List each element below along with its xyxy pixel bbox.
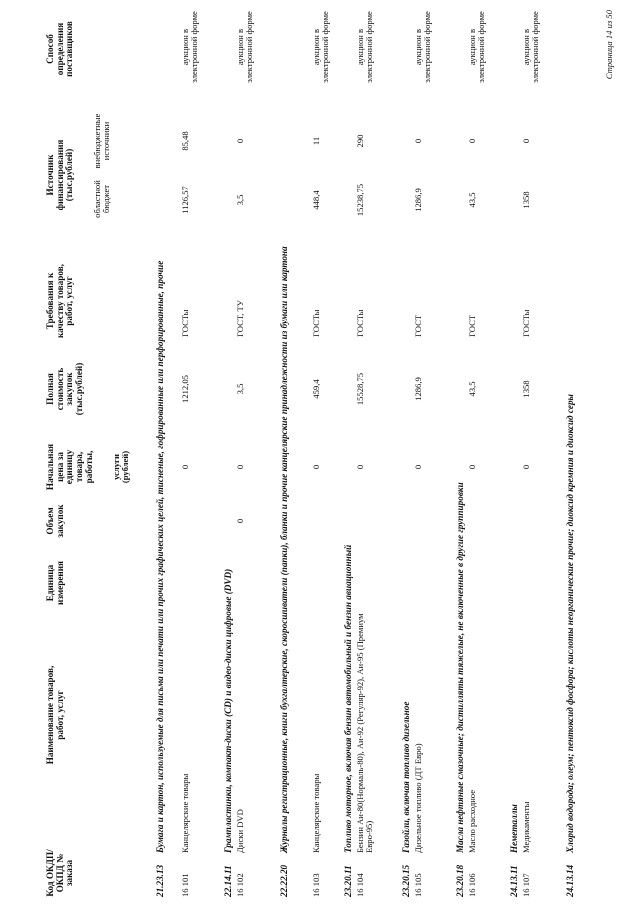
unit-price: 0 <box>521 464 531 470</box>
category-code: 22.22.20 <box>279 864 289 897</box>
total-cost: 15528,75 <box>355 372 365 406</box>
order-number: 16 101 <box>180 873 190 897</box>
unit-price: 0 <box>311 464 321 470</box>
header-code: Код ОКДП/ ОКПД № заказа <box>45 849 75 897</box>
unit-price: 0 <box>180 464 190 470</box>
total-cost: 459,4 <box>311 379 321 399</box>
regional-budget: 3,5 <box>235 194 245 206</box>
category-title: Неметаллы <box>509 804 519 853</box>
order-number: 16 104 <box>355 873 365 897</box>
category-title: Топливо моторное, включая бензин автомобильный и бензин авиационный <box>343 544 353 853</box>
header-method: Способ определения поставщиков <box>45 21 75 77</box>
category-title: Газойли, включая топливо дизельное <box>401 701 411 853</box>
regional-budget: 1286,9 <box>413 188 423 212</box>
quality-requirements: ГОСТ, ТУ <box>235 300 245 337</box>
header-name: Наименование товаров, работ, услуг <box>45 665 65 765</box>
header-volume: Объем закупок <box>45 504 65 538</box>
header-finance-extra: внебюджетные источники <box>92 113 112 169</box>
category-title: Хлорид водорода; олеум; пентоксид фосфора; кислоты неорганические прочие; диоксид кремния и диоксид серы <box>565 394 575 853</box>
category-heading <box>344 37 354 897</box>
quality-requirements: ГОСТ <box>413 314 423 337</box>
procurement-method: аукцион в электронной форме <box>413 11 433 83</box>
category-code: 21.23.13 <box>155 864 165 897</box>
total-cost: 1286,9 <box>413 377 423 401</box>
order-number: 16 103 <box>311 873 321 897</box>
category-code: 22.14.11 <box>223 865 233 897</box>
header-finance-regional: областной бюджет <box>92 180 112 218</box>
category-title: Журналы регистрационные, книги бухгалтерские, скоросшиватели (папки), бланки и прочие канцелярские принадлежности из бумаги или картона <box>279 246 289 853</box>
quality-requirements: ГОСТы <box>311 309 321 337</box>
item-name: Диски DVD <box>235 809 245 853</box>
category-code: 24.13.11 <box>509 865 519 897</box>
unit-price: 0 <box>413 464 423 470</box>
item-name: Медикаменты <box>521 801 531 853</box>
category-code: 23.20.18 <box>455 864 465 897</box>
procurement-method: аукцион в электронной форме <box>311 11 331 83</box>
regional-budget: 43,5 <box>467 192 477 208</box>
header-unit: Единица измерения <box>45 561 65 605</box>
category-code: 23.20.11 <box>343 865 353 897</box>
category-title: Грампластинки, компакт-диски (CD) и видео-диски цифровые (DVD) <box>223 568 233 853</box>
category-heading <box>456 37 466 897</box>
extra-budget: 11 <box>311 136 321 146</box>
regional-budget: 448,4 <box>311 190 321 210</box>
category-code: 24.13.14 <box>565 864 575 897</box>
header-cost: Полная стоимость закупок (тыс.рублей) <box>45 362 84 416</box>
extra-budget: 290 <box>355 134 365 148</box>
total-cost: 43,5 <box>467 381 477 397</box>
item-name: Дизельное топливо (ДТ Евро) <box>413 743 423 853</box>
quality-requirements: ГОСТы <box>355 309 365 337</box>
order-number: 16 107 <box>521 873 531 897</box>
item-name: Канцелярские товары <box>180 773 190 853</box>
regional-budget: 1126,57 <box>180 186 190 214</box>
category-heading <box>566 37 576 897</box>
header-finance: Источник финансирования (тыс.рублей) <box>45 139 75 211</box>
unit-price: 0 <box>355 464 365 470</box>
unit-price: 0 <box>235 464 245 470</box>
item-name: Бензин Аи-80(Нормаль-80), Аи-92 (Регуляр-92), Аи-95 (Премиум Евро-95) <box>355 613 375 853</box>
order-number: 16 102 <box>235 873 245 897</box>
procurement-method: аукцион в электронной форме <box>521 11 541 83</box>
procurement-method: аукцион в электронной форме <box>180 11 200 83</box>
category-heading <box>510 37 520 897</box>
total-cost: 1212,05 <box>180 375 190 403</box>
category-heading <box>224 37 234 897</box>
extra-budget: 0 <box>521 138 531 144</box>
category-heading <box>402 37 412 897</box>
extra-budget: 0 <box>413 138 423 144</box>
total-cost: 1358 <box>521 380 531 398</box>
category-heading <box>280 37 290 897</box>
quality-requirements: ГОСТ <box>467 314 477 337</box>
header-quality: Требования к качеству товаров, работ, услуг <box>45 264 75 338</box>
regional-budget: 1358 <box>521 191 531 209</box>
header-price: Начальная цена за единицу товара, работы, <box>45 443 94 491</box>
regional-budget: 15238,75 <box>355 183 365 217</box>
procurement-method: аукцион в электронной форме <box>235 11 255 83</box>
extra-budget: 0 <box>235 138 245 144</box>
category-title: Бумага и картон, используемые для письма или печати или прочих графических целей, тисненые, гофрированные или перфорированные, прочие <box>155 260 165 853</box>
category-title: Масла нефтяные смазочные; дистилляты тяжелые, не включенные в другие группировки <box>455 482 465 853</box>
page-number: Страница 14 из 50 <box>604 10 614 80</box>
procurement-method: аукцион в электронной форме <box>355 11 375 83</box>
item-name: Канцелярские товары <box>311 773 321 853</box>
quality-requirements: ГОСТы <box>521 309 531 337</box>
category-heading <box>156 37 166 897</box>
extra-budget: 85,48 <box>180 131 190 151</box>
extra-budget: 0 <box>467 138 477 144</box>
order-number: 16 106 <box>467 873 477 897</box>
item-name: Масло расходное <box>467 789 477 853</box>
category-code: 23.20.15 <box>401 864 411 897</box>
header-price-sub: услуги (рублей) <box>111 450 131 484</box>
unit-price: 0 <box>467 464 477 470</box>
total-cost: 3,5 <box>235 383 245 395</box>
procurement-method: аукцион в электронной форме <box>467 11 487 83</box>
order-number: 16 105 <box>413 873 423 897</box>
purchase-volume: 0 <box>235 518 245 524</box>
quality-requirements: ГОСТы <box>180 309 190 337</box>
